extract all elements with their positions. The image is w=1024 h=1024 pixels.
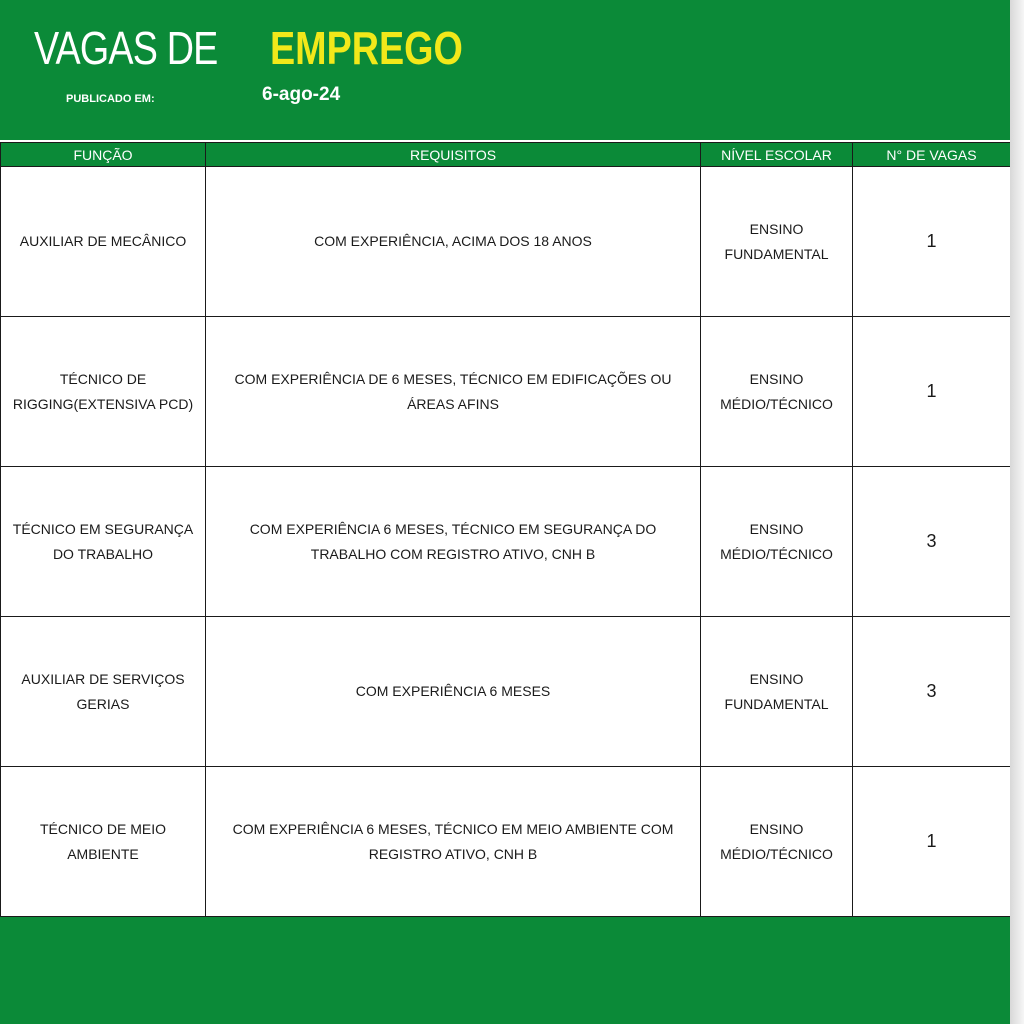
published-label: PUBLICADO EM: bbox=[66, 93, 155, 105]
footer-banner bbox=[0, 917, 1010, 1024]
cell-nivel-escolar: ENSINO FUNDAMENTAL bbox=[701, 167, 853, 317]
jobs-table bbox=[0, 142, 1011, 917]
cell-funcao: AUXILIAR DE MECÂNICO bbox=[1, 167, 206, 317]
cell-funcao: TÉCNICO EM SEGURANÇA DO TRABALHO bbox=[1, 467, 206, 617]
cell-funcao: AUXILIAR DE SERVIÇOS GERIAS bbox=[1, 617, 206, 767]
cell-vagas: 3 bbox=[853, 467, 1011, 617]
cell-vagas: 1 bbox=[853, 317, 1011, 467]
table-row bbox=[1, 617, 1011, 767]
column-header-requisitos: REQUISITOS bbox=[206, 143, 701, 167]
cell-vagas: 1 bbox=[853, 767, 1011, 917]
table-row bbox=[1, 167, 1011, 317]
cell-requisitos: COM EXPERIÊNCIA 6 MESES, TÉCNICO EM MEIO AMBIENTE COM REGISTRO ATIVO, CNH B bbox=[206, 767, 701, 917]
cell-nivel-escolar: ENSINO MÉDIO/TÉCNICO bbox=[701, 467, 853, 617]
published-date: 6-ago-24 bbox=[262, 84, 341, 105]
cell-requisitos: COM EXPERIÊNCIA, ACIMA DOS 18 ANOS bbox=[206, 167, 701, 317]
header-banner bbox=[0, 0, 1010, 140]
table-row bbox=[1, 767, 1011, 917]
cell-nivel-escolar: ENSINO MÉDIO/TÉCNICO bbox=[701, 767, 853, 917]
cell-nivel-escolar: ENSINO FUNDAMENTAL bbox=[701, 617, 853, 767]
cell-requisitos: COM EXPERIÊNCIA DE 6 MESES, TÉCNICO EM EDIFICAÇÕES OU ÁREAS AFINS bbox=[206, 317, 701, 467]
column-header-nivel-escolar: NÍVEL ESCOLAR bbox=[701, 143, 853, 167]
table-header-row bbox=[1, 143, 1011, 167]
cell-requisitos: COM EXPERIÊNCIA 6 MESES, TÉCNICO EM SEGURANÇA DO TRABALHO COM REGISTRO ATIVO, CNH B bbox=[206, 467, 701, 617]
title-part2: EMPREGO bbox=[270, 22, 463, 74]
table-row bbox=[1, 317, 1011, 467]
page-edge-shadow bbox=[1010, 0, 1024, 1024]
cell-vagas: 3 bbox=[853, 617, 1011, 767]
cell-funcao: TÉCNICO DE MEIO AMBIENTE bbox=[1, 767, 206, 917]
cell-requisitos: COM EXPERIÊNCIA 6 MESES bbox=[206, 617, 701, 767]
title-part1: VAGAS DE bbox=[34, 22, 218, 74]
cell-funcao: TÉCNICO DE RIGGING(EXTENSIVA PCD) bbox=[1, 317, 206, 467]
cell-vagas: 1 bbox=[853, 167, 1011, 317]
column-header-vagas: N° DE VAGAS bbox=[853, 143, 1011, 167]
column-header-funcao: FUNÇÃO bbox=[1, 143, 206, 167]
cell-nivel-escolar: ENSINO MÉDIO/TÉCNICO bbox=[701, 317, 853, 467]
table-row bbox=[1, 467, 1011, 617]
